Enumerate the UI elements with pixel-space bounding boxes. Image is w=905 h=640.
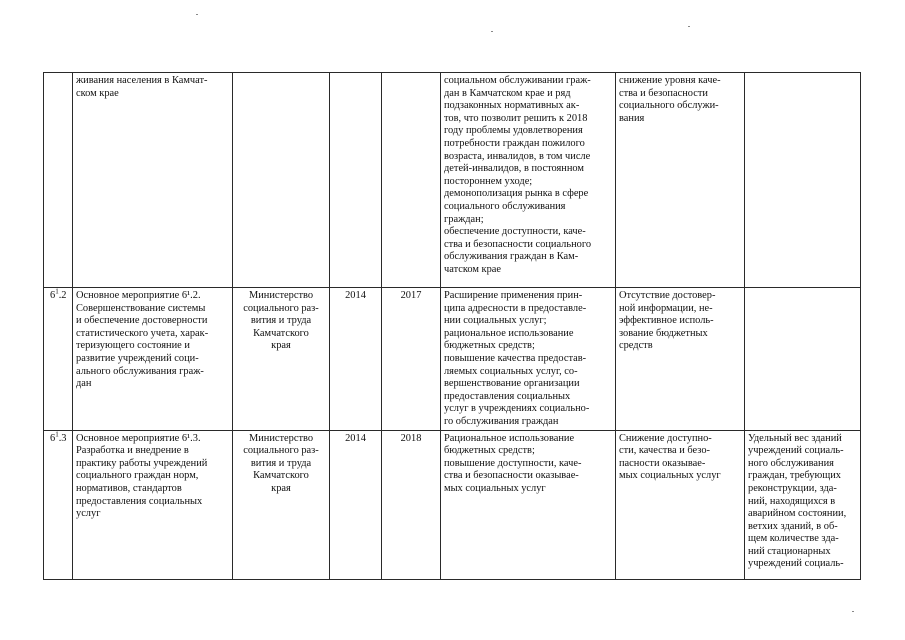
scan-speck	[688, 26, 690, 27]
row-number-main: 6	[50, 432, 56, 444]
indicator-cell	[745, 73, 861, 288]
row-number-sup: 1	[55, 287, 59, 296]
end-year-cell: 2017	[382, 288, 441, 431]
expected-result-cell: Расширение применения прин- ципа адресности в предоставле- нии социальных услуг; рациональное использование бюджетных средств; повышение качества предостав- ляемых социальных услуг, со- вершенствование организации предоставления социальных услуг в учреждениях социально- го обслуживания граждан	[441, 288, 616, 431]
measure-cell: живания населения в Камчат- ском крае	[73, 73, 233, 288]
consequence-cell: снижение уровня каче- ства и безопасности социального обслужи- вания	[616, 73, 745, 288]
table-row	[44, 430, 861, 579]
measure-cell: Основное мероприятие 6¹.3. Разработка и внедрение в практику работы учреждений социального граждан норм, нормативов, стандартов предоставления социальных услуг	[73, 430, 233, 579]
measure-cell: Основное мероприятие 6¹.2. Совершенствование системы и обеспечение достоверности статистического учета, харак- теризующего состояние и развитие учреждений соци- ального обслуживания граж- дан	[73, 288, 233, 431]
consequence-cell: Отсутствие достовер- ной информации, не- эффективное исполь- зование бюджетных средств	[616, 288, 745, 431]
row-number-cell	[44, 288, 73, 431]
row-number-main: 6	[50, 290, 56, 301]
row-number-cell	[44, 430, 73, 579]
start-year-cell: 2014	[330, 288, 382, 431]
end-year-cell: 2018	[382, 430, 441, 579]
scan-speck	[852, 611, 854, 612]
executor-cell: Министерство социального раз- вития и труда Камчатского края	[233, 430, 330, 579]
executor-cell	[233, 73, 330, 288]
program-measures-table	[43, 72, 861, 580]
row-number-sup: 1	[55, 430, 59, 439]
expected-result-cell: социальном обслуживании граж- дан в Камчатском крае и ряд подзаконных нормативных ак- тов, что позволит решить к 2018 году проблемы удовлетворения потребности граждан пожилого возраста, инвалидов, в том числе детей-инвалидов, в постоянном постороннем уходе; демонополизация рынка в сфере социального обслуживания граждан; обеспечение доступности, каче- ства и безопасности социального обслуживания граждан в Кам- чатском крае	[441, 73, 616, 288]
table-row	[44, 288, 861, 431]
scan-speck	[196, 14, 198, 15]
end-year-cell	[382, 73, 441, 288]
indicator-cell	[745, 288, 861, 431]
row-number-cell	[44, 73, 73, 288]
start-year-cell: 2014	[330, 430, 382, 579]
start-year-cell	[330, 73, 382, 288]
scan-speck	[491, 31, 493, 32]
expected-result-cell: Рациональное использование бюджетных средств; повышение доступности, каче- ства и безопасности оказывае- мых социальных услуг	[441, 430, 616, 579]
row-number-rest: .2	[58, 290, 67, 301]
consequence-cell: Снижение доступно- сти, качества и безо- пасности оказывае- мых социальных услуг	[616, 430, 745, 579]
executor-cell: Министерство социального раз- вития и труда Камчатского края	[233, 288, 330, 431]
table-row	[44, 73, 861, 288]
indicator-cell: Удельный вес зданий учреждений социаль- ного обслуживания граждан, требующих реконструкции, зда- ний, находящихся в аварийном состоянии, ветхих зданий, в об- щем количестве зда- ний стационарных учреждений социаль-	[745, 430, 861, 579]
row-number-rest: .3	[58, 432, 67, 444]
